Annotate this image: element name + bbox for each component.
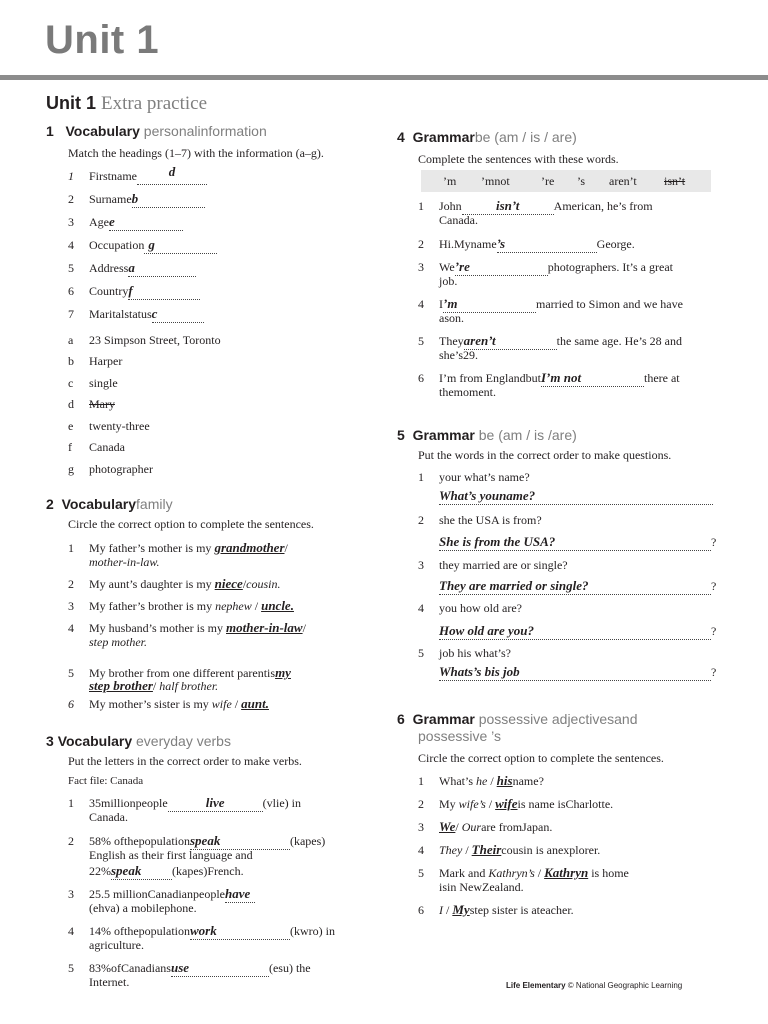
list-item: d Mary [68, 397, 115, 411]
list-item-cont: themoment. [439, 385, 496, 399]
answer-line[interactable]: They are married or single? ? [439, 578, 717, 593]
answer-field[interactable]: use [171, 960, 269, 977]
section-title: Vocabulary [65, 123, 140, 139]
section-number: 1 [46, 123, 54, 139]
option-alt[interactable]: wife [211, 697, 232, 711]
list-item: 2 My wife’s / wifeis name isCharlotte. [418, 796, 614, 811]
option-alt[interactable]: Kathryn’s [488, 866, 535, 880]
list-item: 2 My aunt’s daughter is my niece/cousin. [68, 576, 281, 591]
section-1-heading [46, 123, 267, 139]
list-item: a 23 Simpson Street, Toronto [68, 333, 221, 347]
option-alt[interactable]: nephew [215, 599, 252, 613]
list-item: 1 What’s he / hisname? [418, 773, 544, 788]
answer-field[interactable]: b [132, 191, 205, 208]
footer-credit [506, 981, 682, 990]
word-chip: ’m [443, 174, 457, 188]
header-rule [0, 75, 768, 80]
list-item: 5 Mark and Kathryn’s / Kathryn is home [418, 865, 629, 880]
answer-line[interactable]: What’s youname? [439, 488, 713, 505]
list-item-cont: English as their first language and [89, 848, 253, 862]
list-item: b Harper [68, 354, 123, 368]
option-alt[interactable]: They [439, 843, 463, 857]
list-item: 4 They / Theircousin is anexplorer. [418, 842, 601, 857]
list-item-cont: ason. [439, 311, 464, 325]
list-item: 5 Theyaren’t the same age. He’s 28 and [418, 333, 682, 348]
list-item: 4 I’m married to Simon and we have [418, 296, 683, 311]
answer-field[interactable]: e [109, 214, 183, 231]
list-item: g photographer [68, 462, 153, 476]
list-item-cont: 22%speak (kapes)French. [89, 863, 244, 878]
answer-field[interactable]: ’re [455, 259, 548, 276]
list-item: 6 I’m from EnglandbutI’m not there at [418, 370, 680, 385]
section-6-heading: 6 Grammar possessive adjectivesand [397, 711, 638, 727]
list-item: 4 My husband’s mother is my mother-in-law/ [68, 620, 306, 635]
answer-field[interactable]: d [137, 168, 207, 185]
list-item-cont: Canada. [89, 810, 128, 824]
list-item: 4 you how old are? [418, 601, 522, 615]
answer-field[interactable]: c [152, 306, 204, 323]
answer-field[interactable]: have [225, 886, 255, 903]
option-alt[interactable]: cousin. [246, 577, 281, 591]
list-item: 5 My brother from one different parentismy [68, 665, 291, 680]
option-selected[interactable]: Their [471, 842, 502, 857]
answer-field[interactable]: a [128, 260, 196, 277]
list-item: 1 My father’s mother is my grandmother/ [68, 540, 288, 555]
answer-field[interactable]: I’m not [541, 370, 644, 387]
answer-line[interactable]: Whats’s bis job ? [439, 664, 717, 679]
answer-line[interactable]: How old are you? ? [439, 623, 717, 638]
page-title [46, 93, 207, 115]
unit-heading: Unit 1 [45, 18, 160, 62]
list-item: 3 We/ Ourare fromJapan. [418, 819, 553, 834]
section-5-instructions: Put the words in the correct order to make questions. [418, 448, 672, 462]
option-selected[interactable]: his [496, 773, 513, 788]
list-item: 2 Hi.Myname’s George. [418, 236, 635, 251]
option-alt[interactable]: step mother. [89, 635, 147, 649]
list-item-cont: Internet. [89, 975, 130, 989]
option-selected[interactable]: mother-in-law [226, 620, 303, 635]
footer-brand: Life Elementary [506, 981, 566, 990]
word-chip: ’mnot [481, 174, 510, 188]
section-2-heading: 2 Vocabularyfamily [46, 496, 173, 512]
option-selected[interactable]: wife [495, 796, 518, 811]
unit-label: Unit 1 [46, 93, 97, 113]
list-item: 3 Agee [68, 214, 183, 231]
list-item: 1 your what’s name? [418, 470, 530, 484]
list-item: c single [68, 376, 118, 390]
section-2-instructions: Circle the correct option to complete the sentences. [68, 517, 314, 531]
answer-field[interactable]: speak [190, 833, 290, 850]
option-alt[interactable]: he [476, 774, 488, 788]
list-item: f Canada [68, 440, 125, 454]
list-item: 6 Countryf [68, 283, 200, 300]
list-item: 3 25.5 millionCanadianpeoplehave [68, 886, 255, 903]
section-6-instructions: Circle the correct option to complete the sentences. [418, 751, 664, 765]
list-item-cont: agriculture. [89, 938, 144, 952]
footer-publisher: © National Geographic Learning [565, 981, 683, 990]
list-item: 2 Surnameb [68, 191, 205, 208]
word-chip: aren’t [609, 174, 637, 188]
section-3-instructions: Put the letters in the correct order to make verbs. [68, 754, 302, 768]
option-alt[interactable]: wife’s [458, 797, 486, 811]
list-item: 1 35millionpeople live (vlie) in [68, 795, 301, 810]
list-item: 2 she the USA is from? [418, 513, 542, 527]
list-item: 1 John isn’t American, he’s from [418, 198, 653, 213]
list-item: 7 Maritalstatusc [68, 306, 204, 323]
option-selected[interactable]: aunt. [241, 696, 269, 711]
list-item: 3 My father’s brother is my nephew / uncle. [68, 598, 294, 613]
list-item-cont: (ehva) a mobilephone. [89, 901, 197, 915]
list-item: 5 Addressa [68, 260, 196, 277]
section-4-instructions: Complete the sentences with these words. [418, 152, 619, 166]
section-1-instructions: Match the headings (1–7) with the information (a–g). [68, 146, 324, 160]
list-item: 5 job his what’s? [418, 646, 511, 660]
word-box [421, 170, 711, 192]
option-selected[interactable]: Kathryn [544, 865, 589, 880]
answer-field[interactable]: g [144, 237, 217, 254]
word-chip: ’re [541, 174, 555, 188]
answer-field[interactable]: live [168, 795, 263, 812]
answer-field[interactable]: f [128, 283, 200, 300]
list-item: 6 I / Mystep sister is ateacher. [418, 902, 574, 917]
answer-field[interactable]: aren’t [464, 333, 557, 350]
answer-field[interactable]: speak [111, 863, 172, 880]
option-selected[interactable]: uncle. [261, 598, 294, 613]
option-alt[interactable]: Our [461, 820, 482, 834]
list-item: 1 Firstname d [68, 168, 207, 185]
fact-file-label: Fact file: Canada [68, 775, 144, 787]
section-6-heading-cont: possessive ’s [418, 728, 502, 744]
answer-field[interactable]: isn’t [462, 198, 554, 215]
option-selected[interactable]: niece [214, 576, 243, 591]
option-alt[interactable]: half brother. [156, 679, 219, 693]
section-4-heading: 4 Grammarbe (am / is / are) [397, 129, 577, 145]
list-item: 3 they married are or single? [418, 558, 568, 572]
answer-field[interactable]: ’s [497, 236, 597, 253]
option-alt[interactable]: I [439, 903, 443, 917]
option-selected[interactable]: My [452, 902, 470, 917]
list-item: 4 Occupation g [68, 237, 217, 254]
list-item: e twenty-three [68, 419, 150, 433]
word-chip: isn’t [664, 174, 686, 188]
option-selected[interactable]: We [439, 819, 456, 834]
answer-line[interactable]: She is from the USA? ? [439, 534, 717, 549]
list-item: 2 58% ofthepopulationspeak (kapes) [68, 833, 326, 848]
list-item: 4 14% ofthepopulationwork (kwro) in [68, 923, 335, 938]
answer-field[interactable]: work [190, 923, 290, 940]
answer-field[interactable]: ’m [443, 296, 536, 313]
list-item: 5 83%ofCanadiansuse (esu) the [68, 960, 311, 975]
list-item: 3 We’re photographers. It’s a great [418, 259, 673, 274]
list-item: step brother/ half brother. [89, 678, 219, 693]
word-chip: ’s [577, 174, 586, 188]
section-subtitle: personalinformation [143, 123, 267, 139]
list-item: 6 My mother’s sister is my wife / aunt. [68, 696, 269, 711]
option-alt[interactable]: mother-in-law. [89, 555, 160, 569]
section-5-heading: 5 Grammar be (am / is /are) [397, 427, 577, 443]
list-item-cont: Canada. [439, 213, 478, 227]
option-selected[interactable]: step brother [89, 678, 153, 693]
extra-practice-label: Extra practice [101, 93, 208, 114]
option-selected[interactable]: grandmother [214, 540, 285, 555]
section-3-heading: 3 Vocabulary everyday verbs [46, 733, 231, 749]
list-item-cont: isin NewZealand. [439, 880, 524, 894]
list-item-cont: job. [439, 274, 458, 288]
list-item-cont: she’s29. [439, 348, 478, 362]
